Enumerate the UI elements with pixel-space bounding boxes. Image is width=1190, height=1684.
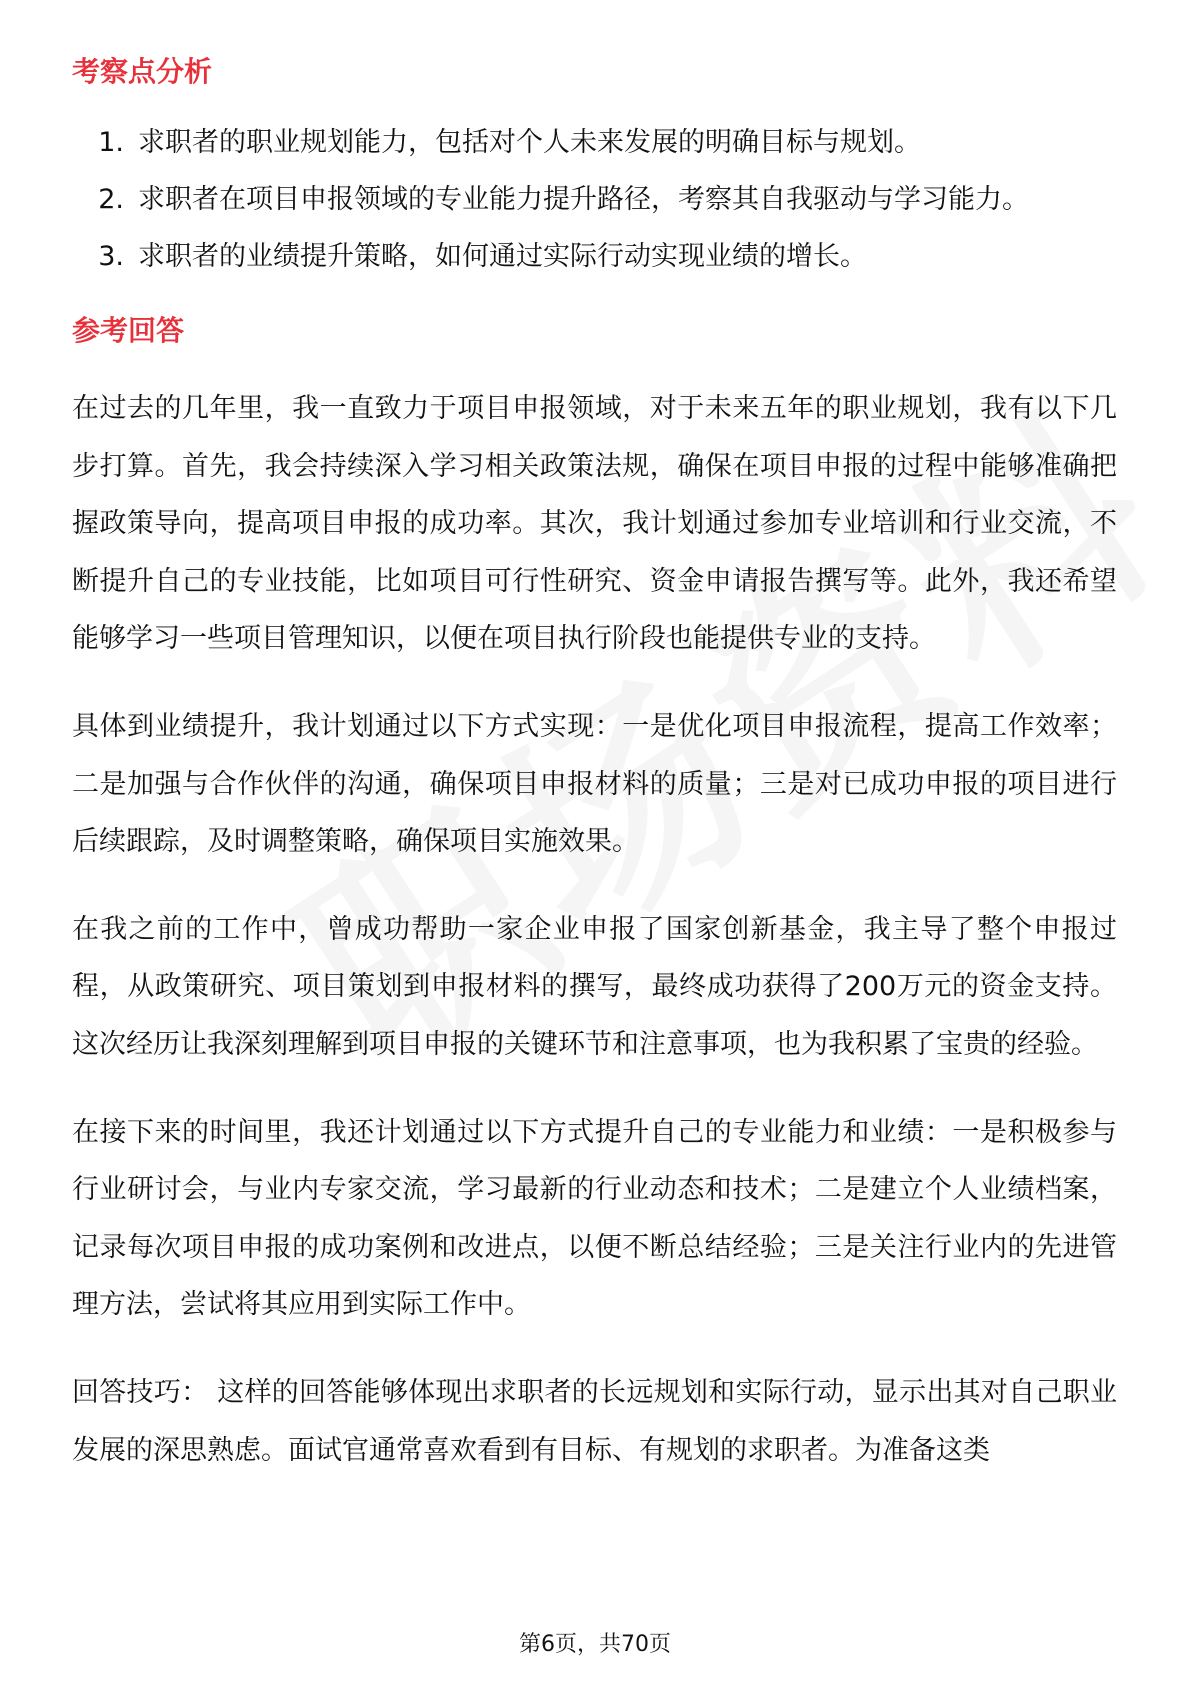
page-number: 第6页，共70页 [519,1632,671,1657]
list-item [72,114,1117,171]
analysis-list [72,114,1117,285]
list-item-number: 2. [98,184,124,215]
answer-paragraph: 在过去的几年里，我一直致力于项目申报领域，对于未来五年的职业规划，我有以下几步打算。首先，我会持续深入学习相关政策法规，确保在项目申报的过程中能够准确把握政策导向，提高项目申报的成功率。其次，我计划通过参加专业培训和行业交流，不断提升自己的专业技能，比如项目可行性研究、资金申请报告撰写等。此外，我还希望能够学习一些项目管理知识，以便在项目执行阶段也能提供专业的支持。 [72,393,1117,655]
page-content [72,48,1117,1479]
list-item [72,171,1117,228]
list-item-number: 1. [98,127,124,158]
answer-heading: 参考回答 [72,314,185,347]
answer-paragraph: 在我之前的工作中，曾成功帮助一家企业申报了国家创新基金，我主导了整个申报过程，从政策研究、项目策划到申报材料的撰写，最终成功获得了200万元的资金支持。这次经历让我深刻理解到项目申报的关键环节和注意事项，也为我积累了宝贵的经验。 [72,913,1117,1060]
answer-paragraph: 在接下来的时间里，我还计划通过以下方式提升自己的专业能力和业绩：一是积极参与行业研讨会，与业内专家交流，学习最新的行业动态和技术；二是建立个人业绩档案，记录每次项目申报的成功案例和改进点，以便不断总结经验；三是关注行业内的先进管理方法，尝试将其应用到实际工作中。 [72,1116,1117,1321]
list-item [72,228,1117,285]
answer-paragraph: 具体到业绩提升，我计划通过以下方式实现：一是优化项目申报流程，提高工作效率；二是加强与合作伙伴的沟通，确保项目申报材料的质量；三是对已成功申报的项目进行后续跟踪，及时调整策略，确保项目实施效果。 [72,710,1117,858]
list-item-text: 求职者在项目申报领域的专业能力提升路径，考察其自我驱动与学习能力。 [138,184,1029,215]
list-item-number: 3. [98,241,124,272]
list-item-text: 求职者的职业规划能力，包括对个人未来发展的明确目标与规划。 [138,127,921,158]
answer-tips-paragraph: 回答技巧： 这样的回答能够体现出求职者的长远规划和实际行动，显示出其对自己职业发展的深思熟虑。面试官通常喜欢看到有目标、有规划的求职者。为准备这类 [72,1376,1117,1466]
analysis-heading: 考察点分析 [72,55,213,88]
list-item-text: 求职者的业绩提升策略，如何通过实际行动实现业绩的增长。 [138,241,867,272]
